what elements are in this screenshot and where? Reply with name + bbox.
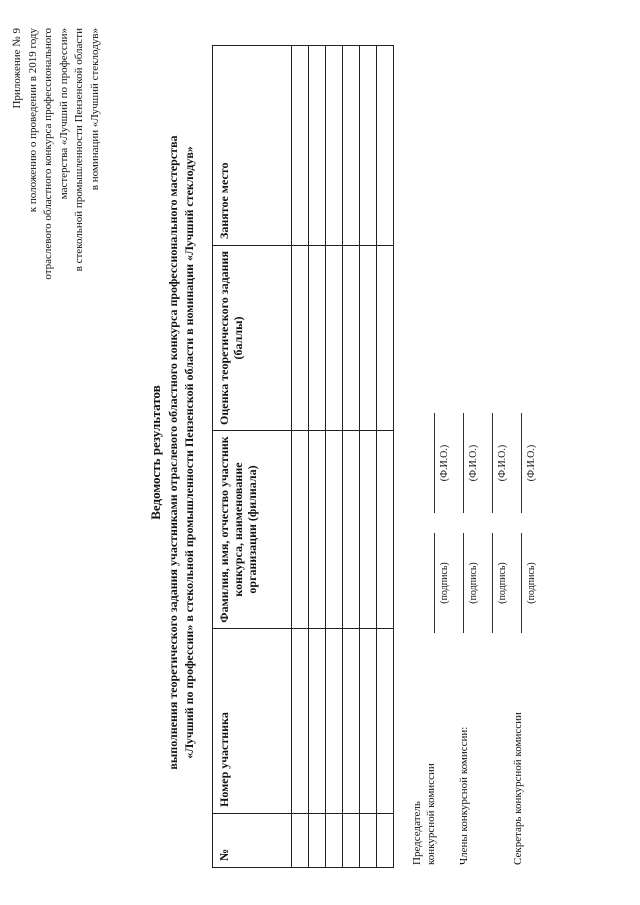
chair-label-line-1: Председатель xyxy=(411,801,423,865)
column-header-place: Занятое место xyxy=(213,46,292,246)
chair-label xyxy=(410,763,438,865)
document-subtitle-line-2: «Лучший по профессии» в стекольной промышленности Пензенской области в номинации «Лучший стеклодув» xyxy=(182,146,196,759)
table-cell[interactable] xyxy=(292,246,309,431)
table-cell[interactable] xyxy=(326,46,343,246)
table-cell[interactable] xyxy=(309,46,326,246)
table-cell[interactable] xyxy=(360,46,377,246)
table-cell[interactable] xyxy=(343,246,360,431)
table-row xyxy=(292,46,309,868)
table-cell[interactable] xyxy=(292,431,309,629)
document-title: Ведомость результатов xyxy=(148,385,163,520)
appendix-note xyxy=(10,28,103,448)
document-subtitle-line-1: выполнения теоретического задания участниками отраслевого областного конкурса профессионального мастерства xyxy=(166,135,180,770)
table-cell[interactable] xyxy=(343,431,360,629)
table-cell[interactable] xyxy=(292,629,309,814)
table-row xyxy=(377,46,394,868)
name-hint: (Ф.И.О.) xyxy=(526,444,537,482)
table-cell[interactable] xyxy=(360,246,377,431)
table-cell[interactable] xyxy=(326,246,343,431)
table-cell[interactable] xyxy=(326,814,343,868)
table-cell[interactable] xyxy=(343,629,360,814)
table-cell[interactable] xyxy=(326,629,343,814)
table-cell[interactable] xyxy=(309,814,326,868)
table-cell[interactable] xyxy=(360,629,377,814)
table-row xyxy=(360,46,377,868)
chair-name-line[interactable] xyxy=(434,413,435,513)
table-cell[interactable] xyxy=(377,629,394,814)
appendix-line: мастерства «Лучший по профессии» xyxy=(57,28,70,200)
column-header-full-name: Фамилия, имя, отчество участник конкурса, наименование организации (филиала) xyxy=(213,431,292,629)
table-cell[interactable] xyxy=(309,246,326,431)
member-2-signature-line[interactable] xyxy=(492,533,493,633)
column-header-score: Оценка теоретического задания (баллы) xyxy=(213,246,292,431)
members-label: Члены конкурсной комиссии: xyxy=(458,726,470,865)
appendix-line: Приложение № 9 xyxy=(11,28,23,109)
table-cell[interactable] xyxy=(377,431,394,629)
table-row xyxy=(326,46,343,868)
appendix-line: к положению о проведении в 2019 году xyxy=(26,28,39,213)
signature-hint: (подпись) xyxy=(468,562,479,604)
table-cell[interactable] xyxy=(292,46,309,246)
appendix-line: в стекольной промышленности Пензенской области xyxy=(73,28,85,272)
member-1-name-line[interactable] xyxy=(463,413,464,513)
column-header-number: № xyxy=(213,814,292,868)
table-cell[interactable] xyxy=(377,246,394,431)
name-hint: (Ф.И.О.) xyxy=(468,444,479,482)
table-cell[interactable] xyxy=(360,814,377,868)
signature-hint: (подпись) xyxy=(526,562,537,604)
secretary-label: Секретарь конкурсной комиссии xyxy=(512,712,524,865)
table-cell[interactable] xyxy=(377,814,394,868)
name-hint: (Ф.И.О.) xyxy=(439,444,450,482)
member-1-signature-line[interactable] xyxy=(463,533,464,633)
table-cell[interactable] xyxy=(309,431,326,629)
chair-signature-line[interactable] xyxy=(434,533,435,633)
member-2-name-line[interactable] xyxy=(492,413,493,513)
appendix-line: в номинации «Лучший стеклодув» xyxy=(88,28,101,191)
table-header-row xyxy=(213,46,292,868)
secretary-name-line[interactable] xyxy=(521,413,522,513)
column-header-participant-number: Номер участника xyxy=(213,629,292,814)
secretary-signature-line[interactable] xyxy=(521,533,522,633)
table-cell[interactable] xyxy=(292,814,309,868)
name-hint: (Ф.И.О.) xyxy=(497,444,508,482)
results-table xyxy=(212,45,394,868)
table-cell[interactable] xyxy=(343,814,360,868)
chair-label-line-2: конкурсной комиссии xyxy=(425,763,437,865)
signature-hint: (подпись) xyxy=(439,562,450,604)
table-row xyxy=(343,46,360,868)
signature-hint: (подпись) xyxy=(497,562,508,604)
table-cell[interactable] xyxy=(326,431,343,629)
table-cell[interactable] xyxy=(309,629,326,814)
table-cell[interactable] xyxy=(377,46,394,246)
appendix-line: отраслевого областного конкурса профессионального xyxy=(42,28,54,280)
table-cell[interactable] xyxy=(343,46,360,246)
table-row xyxy=(309,46,326,868)
table-cell[interactable] xyxy=(360,431,377,629)
